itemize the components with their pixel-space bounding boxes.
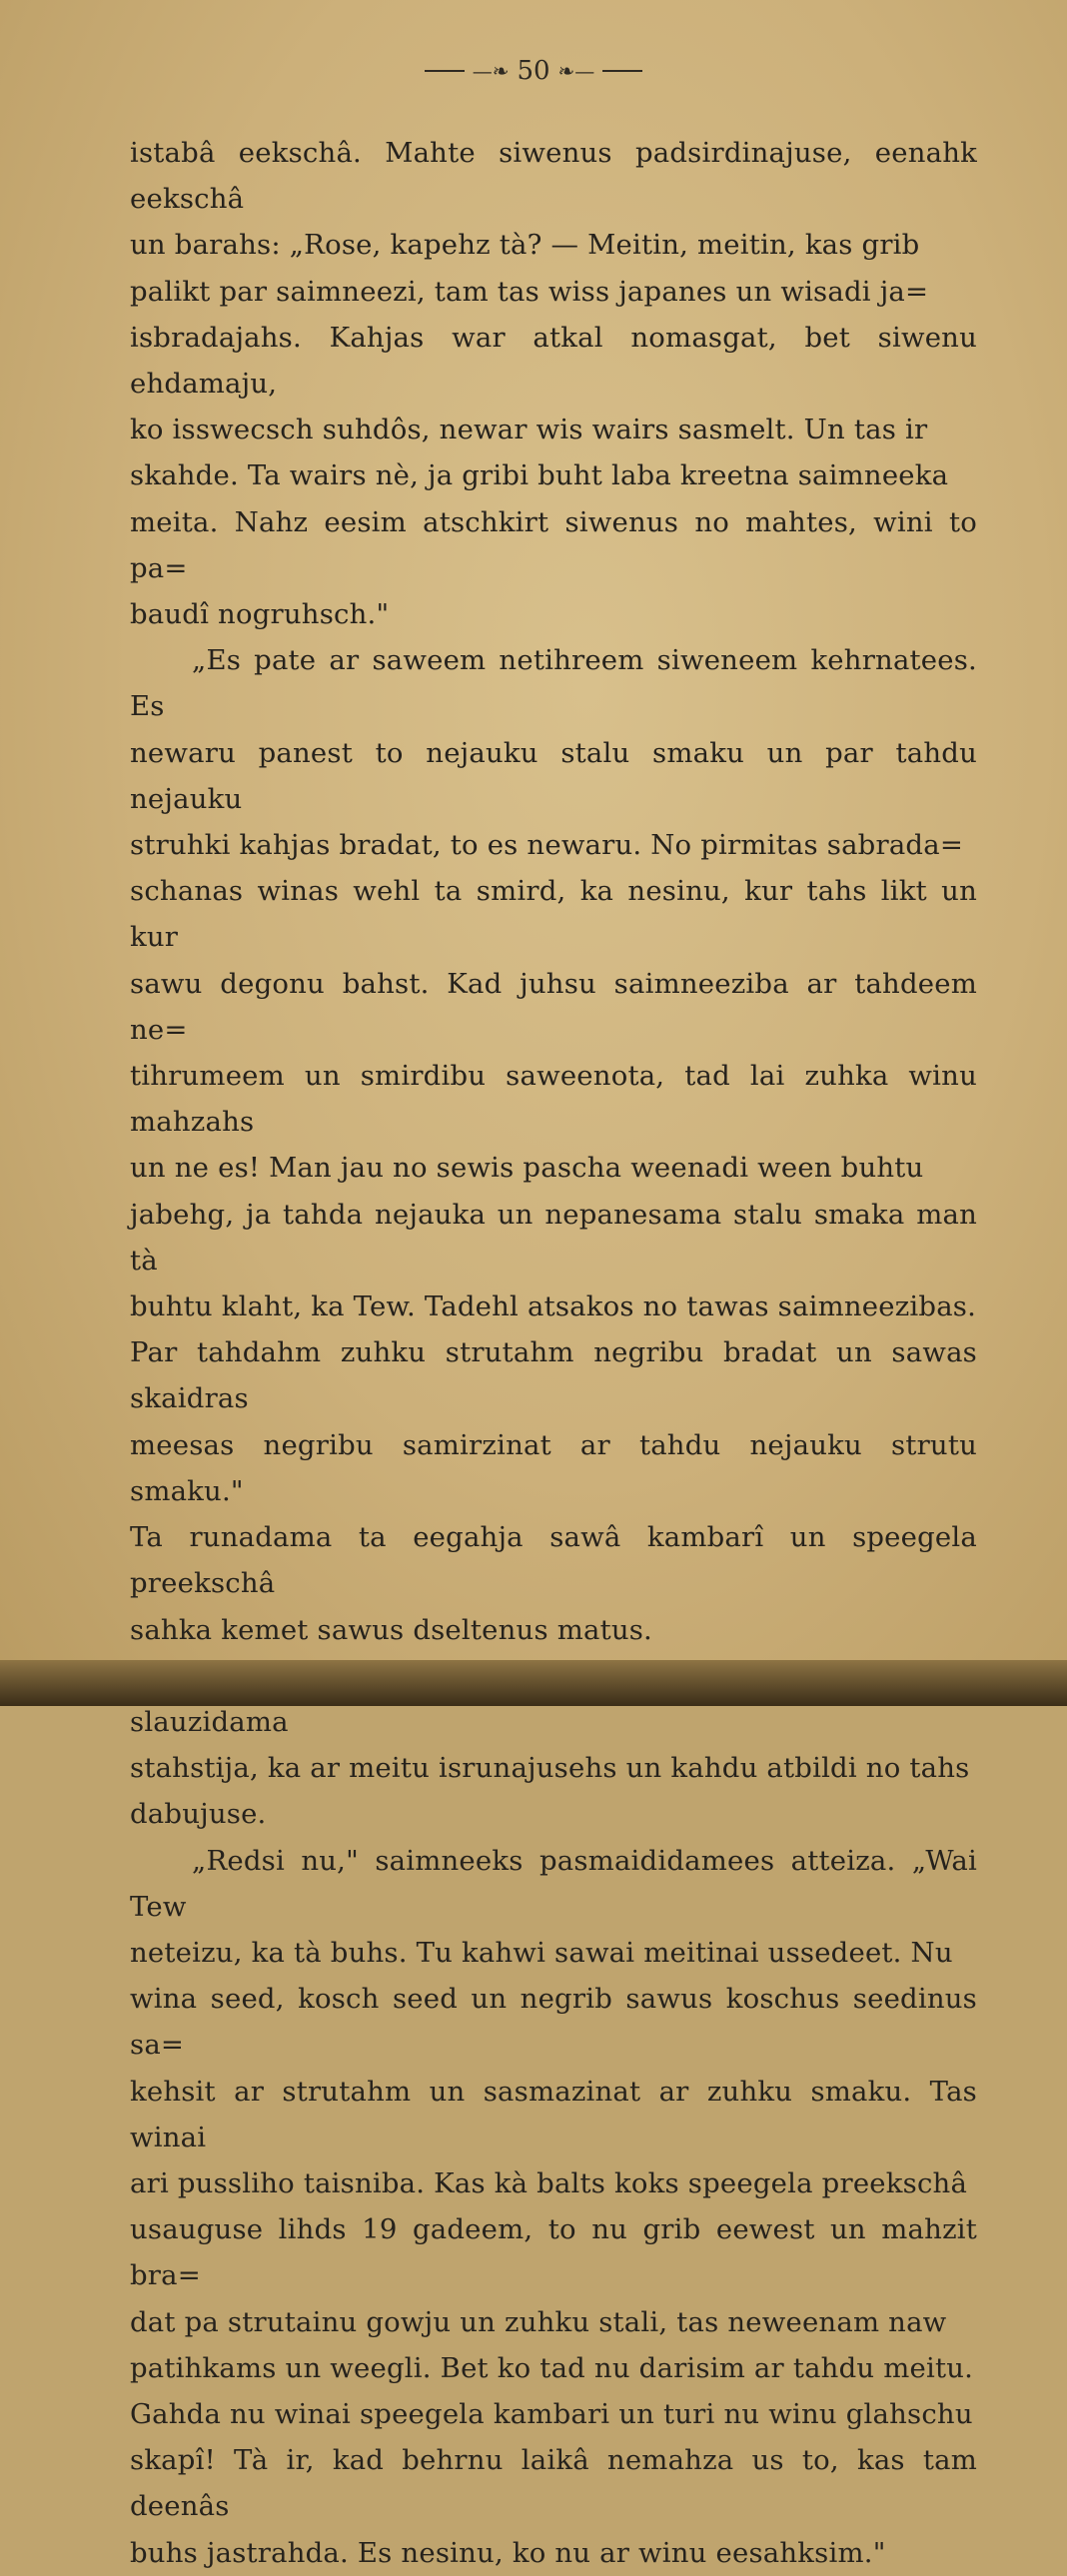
text-line: slauzidama [130, 1705, 289, 1738]
paragraph [130, 130, 977, 637]
text-line: schanas winas wehl ta smird, ka nesinu, kur tahs likt un kur [130, 875, 977, 954]
text-line: palikt par saimneezi, tam tas wiss japanes un wisadi ja= [130, 275, 929, 308]
text-line: buhtu klaht, ka Tew. Tadehl atsakos no tawas saimneezibas. [130, 1290, 977, 1323]
page-bottom-edge [0, 1660, 1067, 1706]
text-line: struhki kahjas bradat, to es newaru. No pirmitas sabrada= [130, 829, 964, 862]
page-number: 50 [517, 56, 550, 86]
text-line: baudî nogruhsch." [130, 598, 390, 631]
text-line: Gahda nu winai speegela kambari un turi nu winu glahschu [130, 2397, 973, 2430]
text-line: un ne es! Man jau no sewis pascha weenadi ween buhtu [130, 1152, 924, 1185]
text-line: kehsit ar strutahm un sasmazinat ar zuhku smaku. Tas winai [130, 2075, 977, 2153]
text-line: ko isswecsch suhdôs, newar wis wairs sasmelt. Un tas ir [130, 414, 928, 446]
text-line: usauguse lihds 19 gadeem, to nu grib eewest un mahzit bra= [130, 2213, 977, 2292]
paragraph [130, 637, 977, 1652]
text-line: skapî! Tà ir, kad behrnu laikâ nemahza us to, kas tam deenâs [130, 2444, 977, 2523]
text-line: jabehg, ja tahda nejauka un nepanesama stalu smaka man tà [130, 1198, 977, 1277]
text-line: newaru panest to nejauku stalu smaku un par tahdu nejauku [130, 736, 977, 815]
text-line: skahde. Ta wairs nè, ja gribi buht laba kreetna saimneeka [130, 459, 949, 492]
text-line: meesas negribu samirzinat ar tahdu nejauku strutu smaku." [130, 1428, 977, 1507]
text-line: istabâ eekschâ. Mahte siwenus padsirdinajuse, eenahk eekschâ [130, 137, 977, 216]
ornament-right-icon: ❧— [557, 59, 595, 83]
text-line: ari pussliho taisniba. Kas kà balts koks speegela preekschâ [130, 2166, 968, 2199]
text-line: sawu degonu bahst. Kad juhsu saimneeziba ar tahdeem ne= [130, 967, 977, 1046]
text-line: neteizu, ka tà buhs. Tu kahwi sawai meitinai ussedeet. Nu [130, 1936, 953, 1969]
page-header [0, 56, 1067, 86]
body-text [130, 130, 977, 2576]
header-rule-left [425, 70, 465, 72]
text-line: buhs jastrahda. Es nesinu, ko nu ar winu eesahksim." [130, 2536, 886, 2569]
text-line: stahstija, ka ar meitu isrunajusehs un kahdu atbildi no tahs [130, 1752, 970, 1785]
text-line: tihrumeem un smirdibu saweenota, tad lai zuhka winu mahzahs [130, 1060, 977, 1139]
header-rule-right [602, 70, 642, 72]
text-line: Par tahdahm zuhku strutahm negribu bradat un sawas skaidras [130, 1336, 977, 1415]
text-line: dat pa strutainu gowju un zuhku stali, tas neweenam naw [130, 2305, 947, 2338]
text-line: Ta runadama ta eegahja sawâ kambarî un speegela preekschâ [130, 1521, 977, 1600]
text-line: wina seed, kosch seed un negrib sawus koschus seedinus sa= [130, 1983, 977, 2062]
text-line: un barahs: „Rose, kapehz tà? — Meitin, meitin, kas grib [130, 229, 920, 262]
text-line: dabujuse. [130, 1798, 267, 1831]
text-line: patihkams un weegli. Bet ko tad nu darisim ar tahdu meitu. [130, 2351, 974, 2384]
paragraph [130, 1838, 977, 2576]
text-line: sahka kemet sawus dseltenus matus. [130, 1613, 652, 1646]
text-line: „Redsi nu," saimneeks pasmaididamees atteiza. „Wai Tew [130, 1844, 977, 1923]
text-line: „Es pate ar saweem netihreem siweneem kehrnatees. Es [130, 644, 977, 723]
ornament-left-icon: —❧ [472, 59, 510, 83]
text-line: meita. Nahz eesim atschkirt siwenus no mahtes, wini to pa= [130, 505, 977, 584]
text-line: isbradajahs. Kahjas war atkal nomasgat, bet siwenu ehdamaju, [130, 321, 977, 401]
